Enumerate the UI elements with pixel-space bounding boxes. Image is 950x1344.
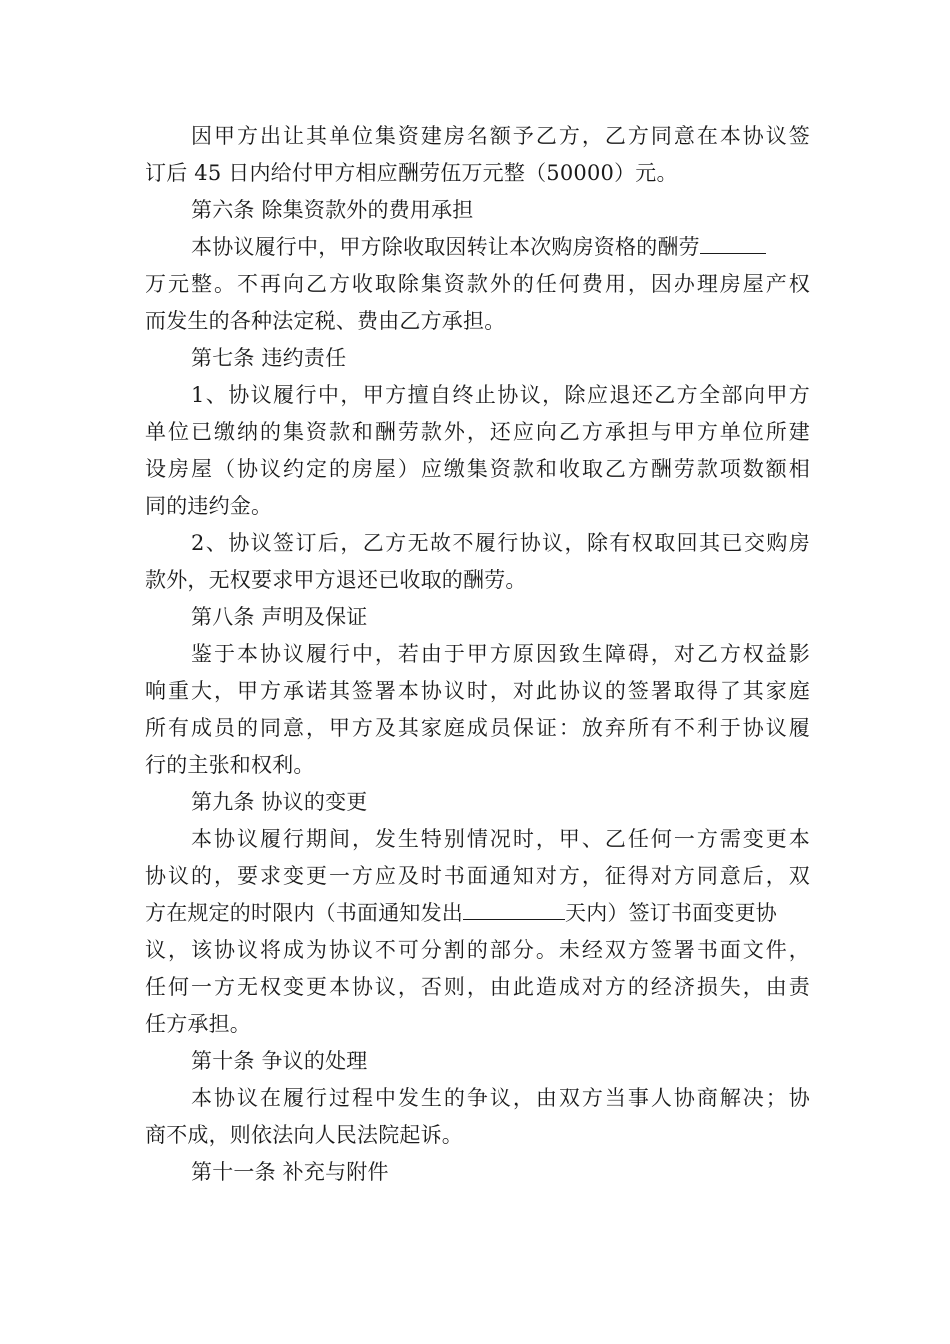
text-line xyxy=(145,118,810,155)
text-line xyxy=(145,1006,810,1043)
text-line xyxy=(145,895,810,932)
text-line xyxy=(145,932,810,969)
text-line xyxy=(145,1117,810,1154)
line-text: 1、协议履行中，甲方擅自终止协议，除应退还乙方全部向甲方 xyxy=(191,383,810,407)
text-line xyxy=(145,1080,810,1117)
heading-text: 第十一条 补充与附件 xyxy=(191,1160,389,1184)
text-line xyxy=(145,451,810,488)
line-text: 同的违约金。 xyxy=(145,494,273,518)
line-text: 行的主张和权利。 xyxy=(145,753,315,777)
line-text: 本协议在履行过程中发生的争议，由双方当事人协商解决；协 xyxy=(191,1086,810,1110)
text-line xyxy=(145,266,810,303)
line-text: 单位已缴纳的集资款和酬劳款外，还应向乙方承担与甲方单位所建 xyxy=(145,420,810,444)
line-text: 款外，无权要求甲方退还已收取的酬劳。 xyxy=(145,568,527,592)
line-text: 因甲方出让其单位集资建房名额予乙方，乙方同意在本协议签 xyxy=(191,124,810,148)
text-line xyxy=(145,747,810,784)
section-heading xyxy=(145,1154,810,1191)
heading-text: 第八条 声明及保证 xyxy=(191,605,368,629)
line-text: 所有成员的同意，甲方及其家庭成员保证：放弃所有不利于协议履 xyxy=(145,716,810,740)
text-line xyxy=(145,488,810,525)
text-line xyxy=(145,229,810,266)
text-line xyxy=(145,377,810,414)
text-line xyxy=(145,155,810,192)
text-line xyxy=(145,525,810,562)
section-heading xyxy=(145,784,810,821)
section-heading xyxy=(145,1043,810,1080)
fill-in-blank xyxy=(700,231,766,254)
section-heading xyxy=(145,192,810,229)
text-line xyxy=(145,673,810,710)
line-text: 任何一方无权变更本协议，否则，由此造成对方的经济损失，由责 xyxy=(145,975,810,999)
text-line xyxy=(145,303,810,340)
line-text: 本协议履行期间，发生特别情况时，甲、乙任何一方需变更本 xyxy=(191,827,810,851)
line-text: 商不成，则依法向人民法院起诉。 xyxy=(145,1123,463,1147)
text-line xyxy=(145,562,810,599)
text-line xyxy=(145,821,810,858)
line-text-after-blank: 天内）签订书面变更协 xyxy=(565,901,777,925)
line-text: 鉴于本协议履行中，若由于甲方原因致生障碍，对乙方权益影 xyxy=(191,642,810,666)
line-text: 本协议履行中，甲方除收取因转让本次购房资格的酬劳 xyxy=(191,235,700,259)
document-page xyxy=(145,118,810,1191)
heading-text: 第十条 争议的处理 xyxy=(191,1049,368,1073)
line-text: 协议的，要求变更一方应及时书面通知对方，征得对方同意后，双 xyxy=(145,864,810,888)
line-text: 2、协议签订后，乙方无故不履行协议，除有权取回其已交购房 xyxy=(191,531,810,555)
text-line xyxy=(145,858,810,895)
line-text: 响重大，甲方承诺其签署本协议时，对此协议的签署取得了其家庭 xyxy=(145,679,810,703)
line-text: 方在规定的时限内（书面通知发出 xyxy=(145,901,463,925)
line-text: 议，该协议将成为协议不可分割的部分。未经双方签署书面文件， xyxy=(145,938,810,962)
heading-text: 第六条 除集资款外的费用承担 xyxy=(191,198,474,222)
heading-text: 第七条 违约责任 xyxy=(191,346,347,370)
section-heading xyxy=(145,340,810,377)
line-text: 订后 45 日内给付甲方相应酬劳伍万元整（50000）元。 xyxy=(145,161,678,185)
text-line xyxy=(145,969,810,1006)
line-text: 万元整。不再向乙方收取除集资款外的任何费用，因办理房屋产权 xyxy=(145,272,810,296)
line-text: 设房屋（协议约定的房屋）应缴集资款和收取乙方酬劳款项数额相 xyxy=(145,457,810,481)
heading-text: 第九条 协议的变更 xyxy=(191,790,368,814)
fill-in-blank xyxy=(463,897,565,920)
text-line xyxy=(145,414,810,451)
line-text: 任方承担。 xyxy=(145,1012,251,1036)
text-line xyxy=(145,636,810,673)
line-text: 而发生的各种法定税、费由乙方承担。 xyxy=(145,309,506,333)
section-heading xyxy=(145,599,810,636)
text-line xyxy=(145,710,810,747)
